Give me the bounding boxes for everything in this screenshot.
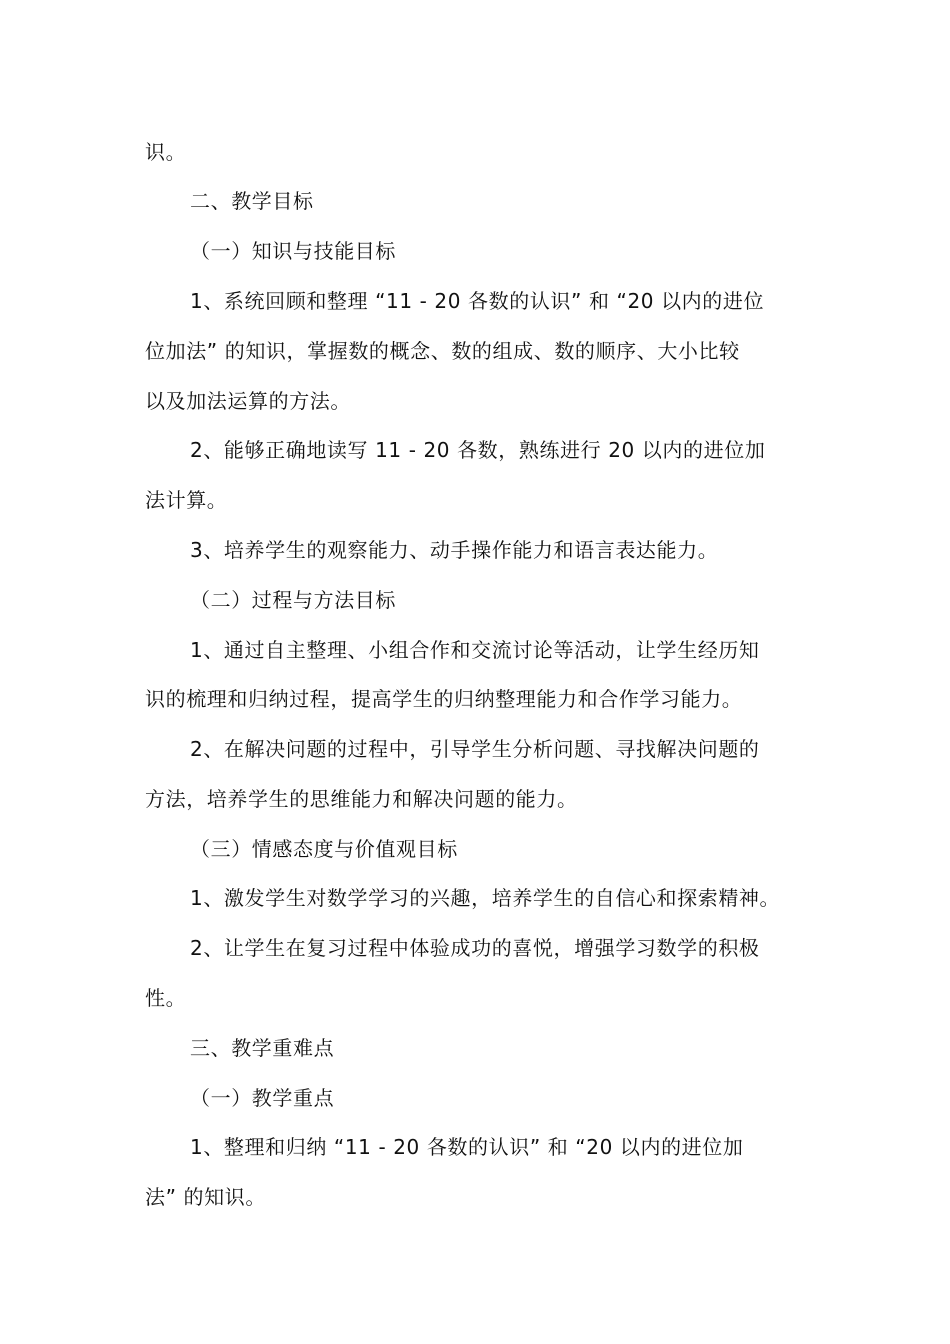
paragraph-line: 位加法” 的知识，掌握数的概念、数的组成、数的顺序、大小比较: [145, 339, 740, 363]
paragraph-line: 2、让学生在复习过程中体验成功的喜悦，增强学习数学的积极: [190, 936, 760, 960]
paragraph-line: 法” 的知识。: [145, 1185, 266, 1209]
paragraph-line: 方法，培养学生的思维能力和解决问题的能力。: [145, 787, 578, 811]
paragraph-line: 1、通过自主整理、小组合作和交流讨论等活动，让学生经历知: [190, 638, 760, 662]
paragraph-line: 3、培养学生的观察能力、动手操作能力和语言表达能力。: [190, 538, 719, 562]
section-heading-teaching-goals: 二、教学目标: [190, 189, 314, 213]
paragraph-line: 识的梳理和归纳过程，提高学生的归纳整理能力和合作学习能力。: [145, 687, 743, 711]
subsection-heading-knowledge-skills: （一）知识与技能目标: [190, 239, 396, 263]
subsection-heading-emotion-values: （三）情感态度与价值观目标: [190, 837, 458, 861]
paragraph-line: 1、整理和归纳 “11 - 20 各数的认识” 和 “20 以内的进位加: [190, 1135, 744, 1159]
paragraph-line: 以及加法运算的方法。: [145, 389, 351, 413]
paragraph-line: 识。: [145, 140, 187, 164]
paragraph-line: 1、系统回顾和整理 “11 - 20 各数的认识” 和 “20 以内的进位: [190, 289, 765, 313]
paragraph-line: 法计算。: [145, 488, 228, 512]
subsection-heading-process-methods: （二）过程与方法目标: [190, 588, 396, 612]
section-heading-key-difficult-points: 三、教学重难点: [190, 1036, 335, 1060]
subsection-heading-key-points: （一）教学重点: [190, 1086, 335, 1110]
paragraph-line: 1、激发学生对数学学习的兴趣，培养学生的自信心和探索精神。: [190, 886, 781, 910]
paragraph-line: 性。: [145, 986, 187, 1010]
paragraph-line: 2、能够正确地读写 11 - 20 各数，熟练进行 20 以内的进位加: [190, 438, 766, 462]
paragraph-line: 2、在解决问题的过程中，引导学生分析问题、寻找解决问题的: [190, 737, 760, 761]
